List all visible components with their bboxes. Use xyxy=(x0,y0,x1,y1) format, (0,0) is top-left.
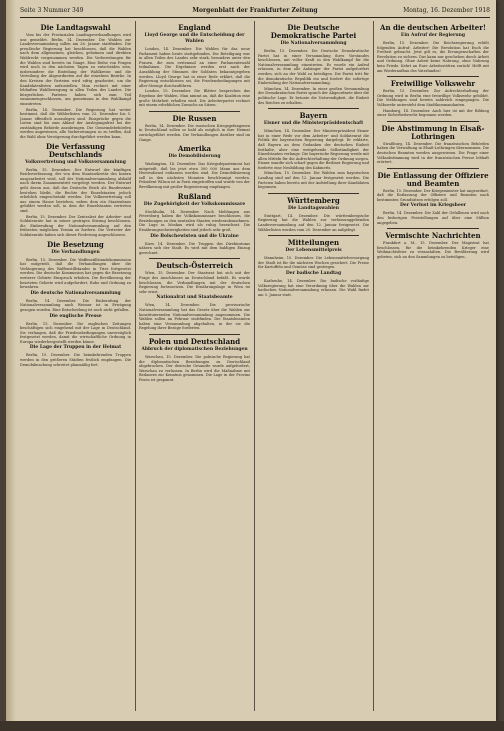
newspaper-title: Morgenblatt der Frankfurter Zeitung xyxy=(192,7,318,14)
article-paragraph: Berlin, 15. Dezember. Der Kriegsminister hat angeordnet, daß die Entlassung der Offiziere und Beamten nach bestimmten Grundsätzen erfolgen soll. xyxy=(377,188,489,202)
section-divider xyxy=(268,235,359,236)
newspaper-page xyxy=(6,0,496,721)
article-subheadline: Lloyd George und die Entscheidung der Wahlen xyxy=(144,33,245,44)
column-rule xyxy=(135,21,136,711)
article-headline: Die Abstimmung in Elsaß-Lothringen xyxy=(381,123,485,141)
article-headline: Die Entlassung der Offiziere und Beamten xyxy=(377,170,489,188)
article-paragraph: Berlin, 14. Dezember. Die Zahl der Gefallenen wird nach den bisherigen Feststellungen auf über eine Million angegeben. xyxy=(377,211,489,225)
article-paragraph: München, 14. Dezember. In einer großen Versammlung der Demokratischen Partei sprach der Abgeordnete über die politische Lage. Er betonte die Notwendigkeit, die Einheit des Reiches zu erhalten. xyxy=(258,86,369,105)
article-headline: Polen und Deutschland xyxy=(148,336,241,346)
section-divider xyxy=(149,334,240,335)
article-paragraph: Berlin, 14. Dezember. Die russischen Kriegsgefangenen in Deutschland sollen so bald als möglich in ihre Heimat zurückgeführt werden. Die Verhandlungen darüber sind im Gange. xyxy=(139,123,250,142)
column-1 xyxy=(20,21,131,715)
article-paragraph: Frankfurt a. M., 15. Dezember. Der Magistrat hat beschlossen, für die heimkehrenden Krieger eine Weihnachtsfeier zu veranstalten. Die Bevölkerung wird gebeten, sich an den Sammlungen zu beteiligen. xyxy=(377,241,489,260)
article-headline: Freiwillige Volkswehr xyxy=(390,79,476,89)
article-paragraph: Wien, 14. Dezember. Die provisorische Nationalversammlung hat das Gesetz über die Wahlen zur konstituierenden Nationalversammlung angenommen. Die Wahlen sollen im Februar stattfinden. Die Staatsbeamten haben eine Versammlung abgehalten, in der sie die Regelung ihrer Bezüge forderten. xyxy=(139,303,250,331)
article-paragraph: Berlin, 14. Dezember. Die Regierung hat weiter bestimmt, daß die Wählerlisten vom 22. Dezember bis 5. Januar öffentlich auszulegen sind. Einsprüche gegen die Listen sind bis zum Ablauf der Auslegungsfrist bei der zuständigen Behörde anzubringen. Die Gemeindebehörden werden angewiesen, alle Vorbereitungen so zu treffen, daß die Wahl ohne Verzögerung durchgeführt werden kann. xyxy=(20,107,131,140)
article-headline: Rußland xyxy=(177,191,212,201)
article-headline: Die Besetzung xyxy=(47,239,104,249)
article-headline: Die Verfassung Deutschlands xyxy=(45,141,106,159)
article-paragraph: Vom bis der Provinzialen Landtagsverhandlungen wird uns gemeldet. Berlin, 14. Dezember. Die Wahlen zur Landesversammlung sollen am 26. Januar stattfinden. Die preußische Regierung hat beschlossen, daß die Wahlen nach dem allgemeinen, gleichen, geheimen und direkten Wahlrecht vorgenommen werden. Die Vorbereitungen für die Wahlen sind bereits im Gange. Eine Reihe von Fragen wird noch in den nächsten Tagen zu entscheiden sein, insbesondere die Einteilung der Wahlkreise und die Verteilung der Abgeordneten auf die einzelnen Bezirke. In den Kreisen der Parteien wird eifrig gearbeitet, um die Kandidatenlisten aufzustellen. Man rechnet mit einer lebhaften Wahlbewegung in allen Teilen des Landes. Die bürgerlichen Parteien haben sich zum Teil zusammengeschlossen, um gemeinsam in den Wahlkampf einzutreten. xyxy=(20,33,131,106)
article-paragraph: Stuttgart, 14. Dezember. Die württembergische Regierung hat die Wahlen zur verfassunggebenden Landesversammlung auf den 12. Januar festgesetzt. Die Wählerlisten werden vom 20. Dezember an aufgelegt. xyxy=(258,213,369,232)
article-paragraph: Berlin, 15. Dezember. Zur Aufrechterhaltung der Ordnung wird in Berlin eine freiwillige Volkswehr gebildet. Die Meldungen sind bereits zahlreich eingegangen. Die Volkswehr untersteht dem Stadtkommandanten. xyxy=(377,89,489,107)
article-headline: Die Russen xyxy=(172,113,217,123)
article-paragraph: Berlin, 15. Dezember. Die Waffenstillstandskommission hat mitgeteilt, daß die Verhandlungen über die Verlängerung des Waffenstillstandes in Trier fortgesetzt werden. Die deutsche Kommission hat gegen die Besetzung weiterer Gebiete Einspruch erhoben. Die Bevölkerung der besetzten Gebiete wird aufgefordert, Ruhe und Ordnung zu bewahren. xyxy=(20,257,131,290)
article-subheadline: Die Bolschewisten und die Ukraine xyxy=(150,233,239,239)
article-paragraph: Warschau, 15. Dezember. Die polnische Regierung hat die diplomatischen Beziehungen zu Deutschland abgebrochen. Der deutsche Gesandte wurde aufgefordert, Warschau zu verlassen. In Berlin wird die Maßnahme mit Bedauern zur Kenntnis genommen. Die Lage in der Provinz Posen ist gespannt. xyxy=(139,354,250,382)
section-divider xyxy=(268,193,359,194)
article-subheadline: Die Verhandlungen xyxy=(51,249,100,255)
article-paragraph: London, 15. Dezember. Die Blätter besprechen das Ergebnis der Wahlen. Man nimmt an, daß die Koalition eine große Mehrheit erhalten wird. Die Arbeiterpartei rechnet mit einem erheblichen Zuwachs an Sitzen. xyxy=(139,89,250,108)
article-headline: Mitteilungen xyxy=(287,238,340,248)
column-4 xyxy=(377,21,489,715)
article-headline: Vermischte Nachrichten xyxy=(385,231,481,241)
article-paragraph: Berlin, 15. Dezember. Die englischen Zeitungen beschäftigen sich eingehend mit der Lage in Deutschland. Sie verlangen, daß die Friedensbedingungen unverzüglich festgesetzt werden, damit die wirtschaftliche Ordnung in Europa wiederhergestellt werden könne. xyxy=(20,321,131,344)
article-subheadline: Die Zugehörigkeit der Volkskommissare xyxy=(143,201,246,207)
section-divider xyxy=(387,76,479,77)
article-subheadline: Nationalrat und Staatsbeamte xyxy=(156,295,233,301)
article-paragraph: München, 15. Dezember. Die Wahlen zum bayerischen Landtag sind auf den 12. Januar festgesetzt worden. Die Parteien haben bereits mit der Aufstellung ihrer Kandidaten begonnen. xyxy=(258,171,369,190)
article-paragraph: Berlin, 15. Dezember. Der Entwurf der künftigen Reichsverfassung, der von dem Staatssekretär des Innern ausgearbeitet wird, soll der Nationalversammlung alsbald nach ihrem Zusammentritt vorgelegt werden. Der Entwurf geht davon aus, daß das Deutsche Reich als Bundesstaat bestehen bleibt, die Rechte der Einzelstaaten jedoch erheblich eingeschränkt werden. Die Volksvertretung soll aus einem Hause bestehen, neben dem ein Staatenhaus gebildet werden soll, in dem die Einzelstaaten vertreten sind. xyxy=(20,167,131,213)
section-divider xyxy=(387,168,479,169)
page-number: Seite 3 Nummer 349 xyxy=(20,7,84,14)
article-headline: An die deutschen Arbeiter! xyxy=(380,23,486,32)
article-paragraph: Kiew, 14. Dezember. Die Truppen des Direktoriums nähern sich der Stadt. Es wird mit dem baldigen Einzug gerechnet. xyxy=(139,241,250,255)
article-subheadline: Der Lebensmittelpreis xyxy=(285,248,342,254)
article-subheadline: Die Lage der Truppen in der Heimat xyxy=(29,345,122,351)
page-binding-edge xyxy=(6,0,16,721)
article-subheadline: Ein Aufruf der Regierung xyxy=(400,33,466,38)
article-headline: Die Landtagswahl xyxy=(40,23,111,32)
article-headline: England xyxy=(178,23,211,32)
article-paragraph: Berlin, 14. Dezember. Die Einberufung der Nationalversammlung nach Weimar ist in Erwägung gezogen worden. Eine Entscheidung ist noch nicht gefallen. xyxy=(20,298,131,312)
column-2 xyxy=(139,21,250,715)
article-subheadline: Die englische Presse xyxy=(49,313,102,319)
article-paragraph: Wien, 15. Dezember. Der Staatsrat hat sich mit der Frage des Anschlusses an Deutschland befaßt. Es wurde beschlossen, die Verhandlungen mit der deutschen Regierung fortzusetzen. Die Ernährungslage in Wien ist sehr ernst. xyxy=(139,271,250,294)
article-headline: Amerika xyxy=(177,144,212,154)
section-divider xyxy=(149,111,240,112)
article-subheadline: Der Verlust im Kriegsheer xyxy=(399,203,467,209)
article-paragraph: Karlsruhe, 14. Dezember. Die badische vorläufige Volksregierung hat eine Verordnung über die Wahlen zur badischen Nationalversammlung erlassen. Die Wahl findet am 5. Januar statt. xyxy=(258,279,369,297)
masthead xyxy=(20,5,490,18)
article-subheadline: Eisner und die Ministerpräsidentschaft xyxy=(263,121,364,127)
scan-background xyxy=(0,721,504,731)
article-headline: Die Deutsche Demokratische Partei xyxy=(270,23,357,40)
column-rule xyxy=(254,21,255,711)
article-paragraph: Berlin, 15. Dezember. Die heimkehrenden Truppen werden in den größeren Städten festlich empfangen. Die Demobilmachung schreitet planmäßig fort. xyxy=(20,353,131,367)
article-headline: Deutsch-Österreich xyxy=(156,261,233,271)
article-headline: Bayern xyxy=(299,111,328,121)
article-subheadline: Die Demobilisierung xyxy=(168,154,221,160)
article-paragraph: Washington, 14. Dezember. Das Kriegsdepartement hat mitgeteilt, daß bis jetzt etwa 300 000 Mann aus dem Heeresdienst entlassen worden sind. Die Demobilisierung soll in den nächsten Monaten beschleunigt werden. Präsident Wilson ist in Paris eingetroffen und wurde von der Bevölkerung mit großer Begeisterung empfangen. xyxy=(139,162,250,190)
article-paragraph: Mannheim, 15. Dezember. Die Lebensmittelversorgung der Stadt ist für die nächsten Wochen gesichert. Die Preise für Kartoffeln und Gemüse sind gestiegen. xyxy=(258,256,369,270)
article-paragraph: Straßburg, 14. Dezember. Die französischen Behörden haben die Verwaltung in Elsaß-Lothringen übernommen. Die deutschen Beamten werden ausgewiesen. Die Frage einer Volksabstimmung wird in der französischen Presse lebhaft erörtert. xyxy=(377,141,489,165)
article-paragraph: London, 14. Dezember. Die Wahlen für das neue Parlament haben heute stattgefunden. Die Beteiligung war in allen Teilen des Landes sehr stark, besonders unter den Frauen, die zum erstenmal an einer Parlamentswahl teilnahmen. Die Ergebnisse werden erst nach der Auszählung der Stimmen der Soldaten bekanntgegeben werden. Lloyd George hat in einer Rede erklärt, daß die Regierung entschlossen sei, die Friedensbedingungen mit aller Strenge durchzuführen. xyxy=(139,47,250,88)
article-paragraph: Hamburg, 14. Dezember. Auch hier ist mit der Bildung einer Sicherheitswehr begonnen worden. xyxy=(377,108,489,118)
article-paragraph: Berlin, 15. Dezember. Der Zentralrat der Arbeiter- und Soldatenräte hat in seiner gestrigen Sitzung beschlossen, die Einberufung der Nationalversammlung auf den frühesten möglichen Termin zu fordern. Die Vertreter der Soldatenräte haben sich dieser Forderung angeschlossen. xyxy=(20,214,131,237)
article-paragraph: München, 14. Dezember. Der Ministerpräsident Eisner hat in einer Rede vor dem Arbeiter- und Soldatenrat die Politik der bayerischen Regierung dargelegt. Er erklärte, daß Bayern an dem Gedanken der deutschen Einheit festhalte, aber eine weitgehende Selbständigkeit der Einzelstaaten verlange. Die bayerische Regierung werde mit allen Mitteln für die Aufrechterhaltung der Ordnung sorgen. Eisner wandte sich scharf gegen die Berliner Regierung und forderte eine Neubildung des Kabinetts. xyxy=(258,129,369,170)
article-subheadline: Der badische Landtag xyxy=(285,271,342,276)
article-subheadline: Die Landtagswahlen xyxy=(287,205,340,211)
section-divider xyxy=(387,121,479,122)
article-paragraph: Berlin, 15. Dezember. Die Deutsche Demokratische Partei hat in einer Versammlung ihres Vorstandes beschlossen, mit voller Kraft in den Wahlkampf für die Nationalversammlung einzutreten. Es wurde ein Aufruf erlassen, in dem alle Anhänger der Partei aufgefordert werden, sich an der Wahl zu beteiligen. Die Partei tritt für die demokratische Republik ein und fordert die sofortige Einberufung der Nationalversammlung. xyxy=(258,49,369,86)
column-rule xyxy=(373,21,374,711)
article-subheadline: Abbruch der diplomatischen Beziehungen xyxy=(141,346,248,352)
article-paragraph: Stockholm, 14. Dezember. Nach Meldungen aus Petersburg haben die Volkskommissare beschlossen, die Beziehungen zu den neutralen Staaten wiederaufzunehmen. Die Lage in Moskau wird als ruhig bezeichnet. Die Ernährungsschwierigkeiten sind jedoch sehr groß. xyxy=(139,209,250,233)
article-headline: Württemberg xyxy=(287,195,340,205)
article-subheadline: Volksvertretung und Volksversammlung xyxy=(25,159,126,165)
article-paragraph: Berlin, 15. Dezember. Die Reichsregierung erläßt folgenden Aufruf: Arbeiter! Die Revolution hat Euch die Freiheit gebracht. Jetzt gilt es, die Errungenschaften der Revolution zu sichern. Das kann nur geschehen durch Arbeit und Ordnung. Ohne Arbeit keine Nahrung, ohne Nahrung kein Friede. Kehrt an Eure Arbeitsstätten zurück! Helft mit am Wiederaufbau des Vaterlandes! xyxy=(377,41,489,73)
section-divider xyxy=(149,258,240,259)
section-divider xyxy=(268,108,359,109)
article-subheadline: Die deutsche Nationalversammlung xyxy=(30,290,121,296)
column-3 xyxy=(258,21,369,715)
article-subheadline: Die Nationalversammlung xyxy=(280,41,347,46)
issue-date: Montag, 16. Dezember 1918 xyxy=(403,7,490,14)
section-divider xyxy=(387,228,479,229)
